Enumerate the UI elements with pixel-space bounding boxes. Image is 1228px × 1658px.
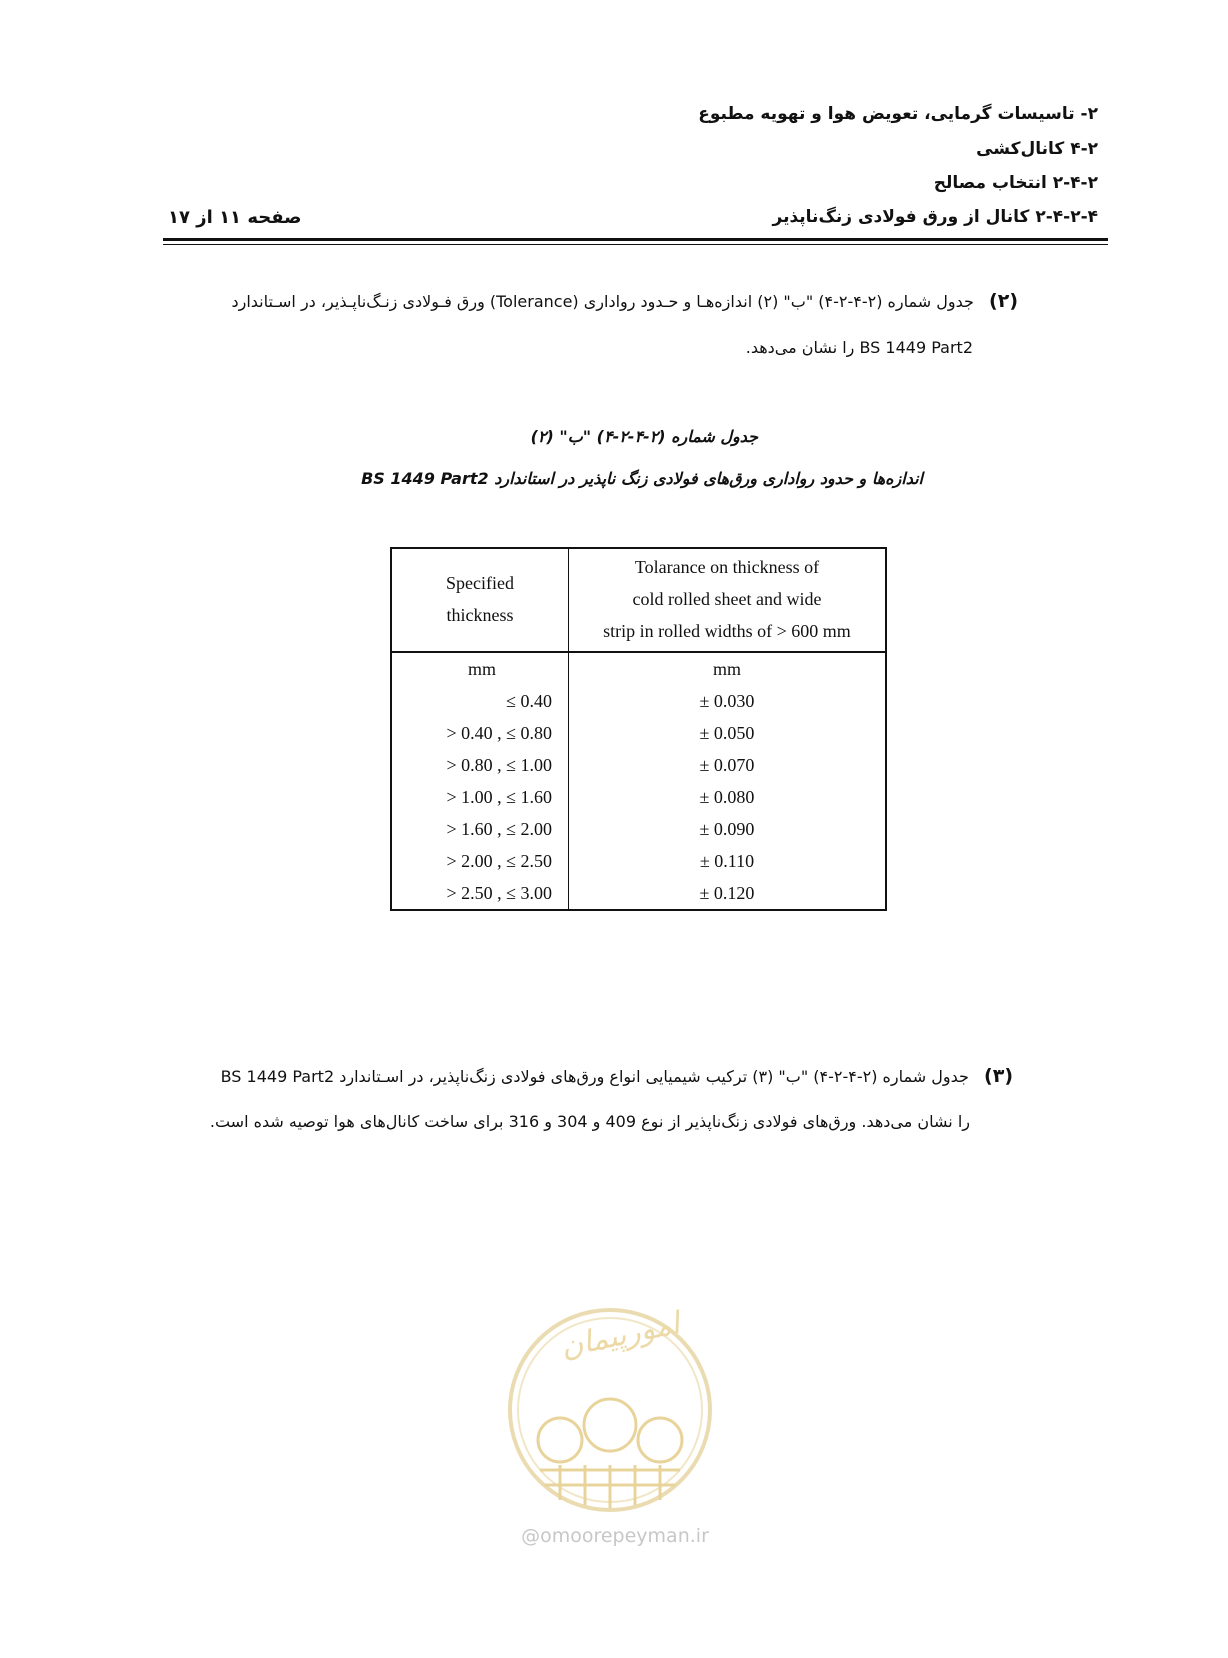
table-header-thickness	[392, 567, 568, 631]
table-cell-tolerance: ± 0.090	[699, 819, 755, 839]
watermark-site: @omoorepeyman.ir	[521, 1525, 709, 1547]
paragraph-3-line-1	[221, 1065, 1013, 1087]
table-cell-thickness: ≤ 0.40	[506, 691, 552, 711]
table-cell-thickness: > 2.00 , ≤ 2.50	[446, 851, 552, 871]
tolerance-table	[390, 547, 887, 911]
paragraph-3-number: (۳)	[984, 1065, 1013, 1087]
table-caption-subtitle: اندازه‌ها و حدود رواداری ورق‌های فولادی زنگ ناپذیر در استاندارد BS 1449 Part2	[361, 469, 923, 488]
table-header-tolerance	[569, 551, 885, 647]
page-number: صفحه ۱۱ از ۱۷	[168, 207, 302, 228]
table-header-thickness-1: Specified	[446, 573, 514, 593]
paragraph-2-text-1: جدول شماره (۲-۴-۲-۴) "ب" (۲) اندازه‌هـا و حـدود رواداری (Tolerance) ورق فـولادی زنـگ‌ناپـذیر، در اسـتاندارد	[231, 292, 974, 311]
tolerance-unit: mm	[712, 659, 741, 679]
paragraph-2-line-1	[231, 290, 1018, 312]
table-cell-thickness: > 1.00 , ≤ 1.60	[446, 787, 552, 807]
table-cell-tolerance: ± 0.110	[699, 851, 755, 871]
table-cell-thickness: > 2.50 , ≤ 3.00	[446, 883, 552, 903]
thickness-column	[392, 653, 552, 909]
table-cell-thickness: > 0.40 , ≤ 0.80	[446, 723, 552, 743]
table-cell-tolerance: ± 0.050	[699, 723, 755, 743]
table-header-tolerance-2: cold rolled sheet and wide	[632, 589, 822, 609]
paragraph-3-line-2: را نشان می‌دهد. ورق‌های فولادی زنگ‌ناپذیر از نوع 409 و 304 و 316 برای ساخت کانال‌های هوا توصیه شده است.	[209, 1112, 970, 1131]
paragraph-2-number: (۲)	[989, 290, 1018, 312]
header-topic: ۲-۴-۲-۴ کانال از ورق فولادی زنگ‌ناپذیر	[772, 207, 1098, 227]
thickness-unit: mm	[467, 659, 496, 679]
header-divider-thick	[163, 238, 1108, 241]
table-header-tolerance-3: strip in rolled widths of > 600 mm	[603, 621, 851, 641]
table-cell-tolerance: ± 0.120	[699, 883, 755, 903]
paragraph-3-text-1: جدول شماره (۲-۴-۲-۴) "ب" (۳) ترکیب شیمیایی انواع ورق‌های فولادی زنگ‌ناپذیر، در اسـتاندارد BS 1449 Part2	[220, 1067, 969, 1086]
header-subsection: ۲-۴-۲ انتخاب مصالح	[933, 173, 1098, 193]
table-cell-thickness: > 0.80 , ≤ 1.00	[446, 755, 552, 775]
table-cell-tolerance: ± 0.080	[699, 787, 755, 807]
table-header-tolerance-1: Tolarance on thickness of	[634, 557, 820, 577]
watermark-logo-text: امورپیمان	[557, 1305, 683, 1366]
table-cell-thickness: > 1.60 , ≤ 2.00	[446, 819, 552, 839]
tolerance-column	[569, 653, 885, 909]
header-chapter: ۲- تاسیسات گرمایی، تعویض هوا و تهویه مطبوع	[698, 104, 1098, 124]
table-cell-tolerance: ± 0.030	[699, 691, 755, 711]
table-header-thickness-2: thickness	[446, 605, 514, 625]
header-divider-thin	[163, 244, 1108, 245]
table-caption-title: جدول شماره (۲-۴-۲-۴) "ب" (۲)	[530, 427, 758, 446]
table-cell-tolerance: ± 0.070	[699, 755, 755, 775]
paragraph-2-line-2: BS 1449 Part2 را نشان می‌دهد.	[745, 338, 973, 357]
header-section: ۴-۲ کانال‌کشی	[976, 139, 1098, 159]
